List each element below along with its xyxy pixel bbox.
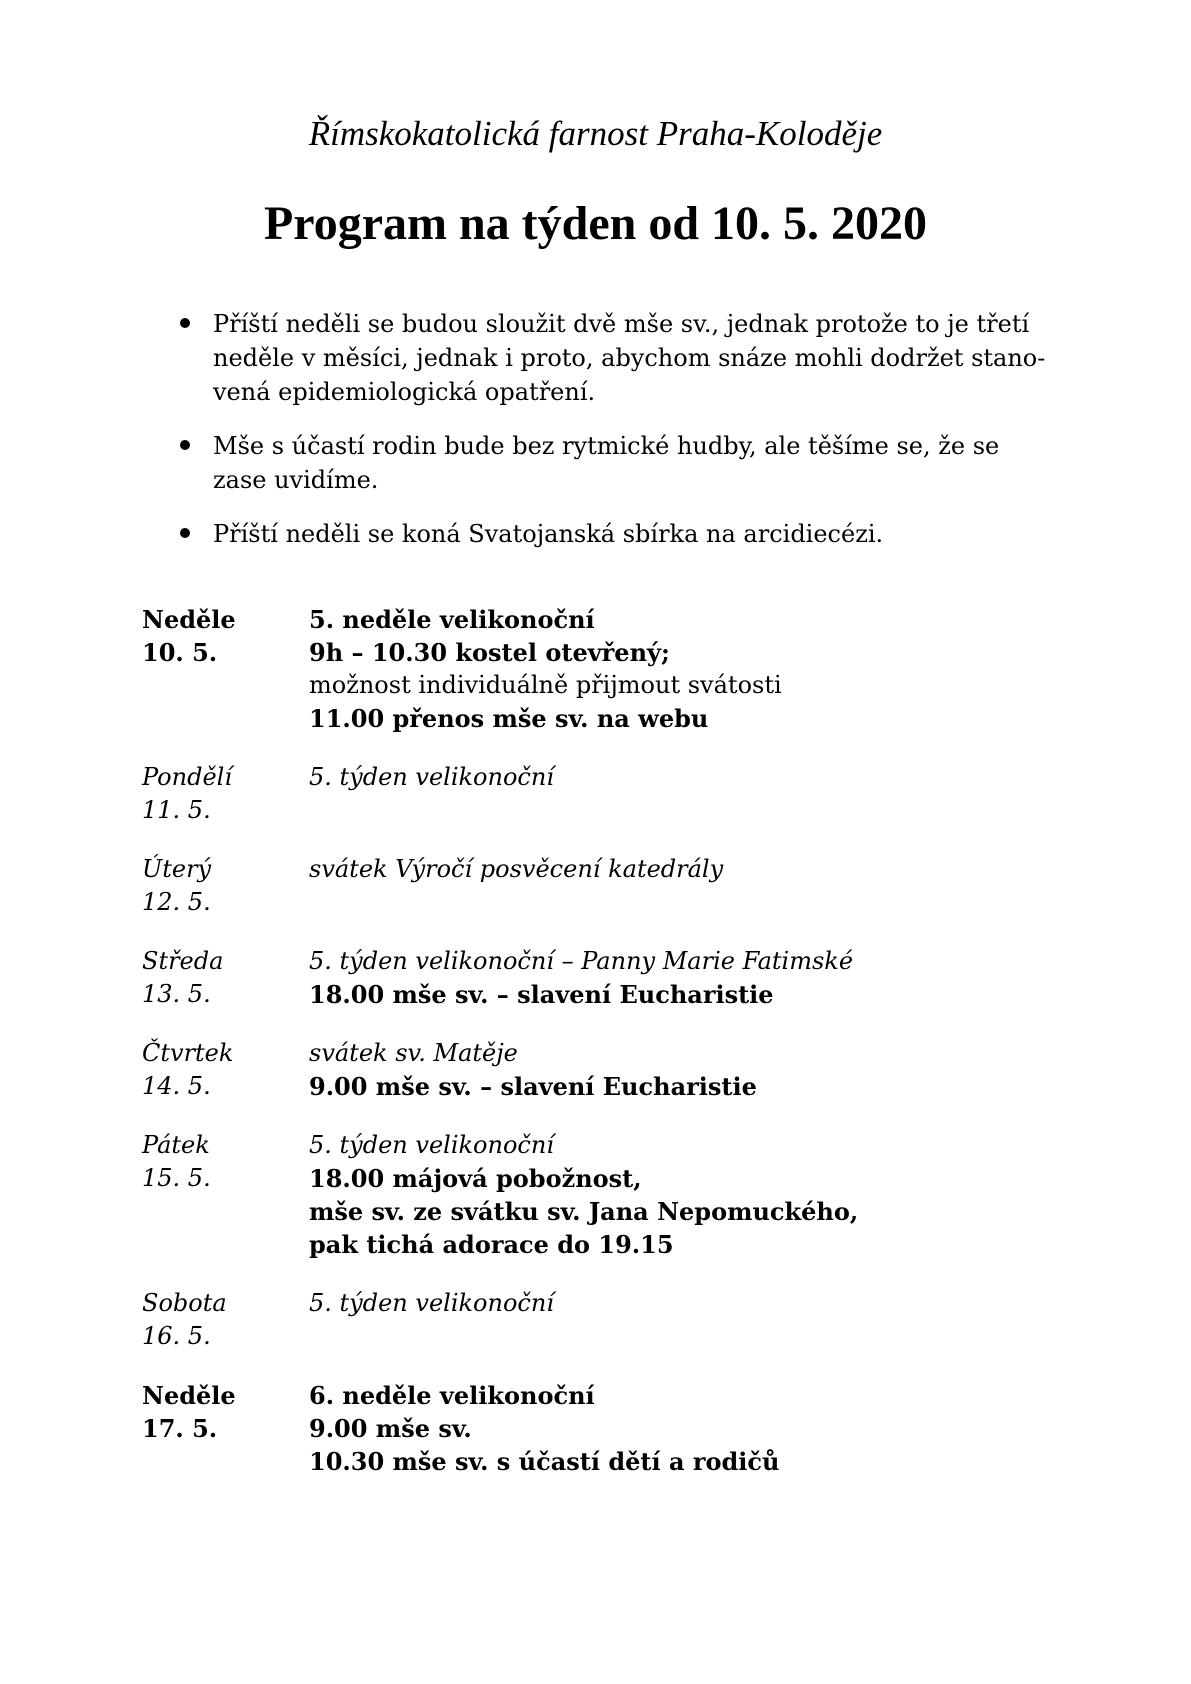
- schedule-day: [142, 1129, 1042, 1261]
- day-cell: [142, 1379, 309, 1478]
- event-line: 9h – 10.30 kostel otevřený;: [309, 638, 670, 667]
- day-name: Neděle: [142, 1381, 236, 1410]
- event-line: 9.00 mše sv. – slavení Eucharistie: [309, 1072, 757, 1101]
- events-cell: [309, 603, 1042, 735]
- notice-item: [178, 429, 1078, 497]
- day-date: 12. 5.: [142, 888, 211, 916]
- notice-line: zase uvidíme.: [213, 466, 379, 494]
- event-line: možnost individuálně přijmout svátosti: [309, 671, 782, 699]
- notices-list: [178, 307, 1078, 571]
- schedule-day: [142, 853, 1042, 919]
- day-date: 10. 5.: [142, 638, 218, 667]
- event-line: 5. týden velikonoční: [309, 763, 554, 791]
- day-date: 14. 5.: [142, 1072, 211, 1100]
- day-cell: [142, 945, 309, 1011]
- day-date: 17. 5.: [142, 1414, 218, 1443]
- event-line: 5. týden velikonoční: [309, 1289, 554, 1317]
- day-cell: [142, 603, 309, 735]
- day-name: Neděle: [142, 605, 236, 634]
- events-cell: [309, 1379, 1042, 1478]
- event-line: 5. neděle velikonoční: [309, 605, 595, 634]
- day-name: Pondělí: [142, 763, 232, 791]
- page-title: Program na týden od 10. 5. 2020: [263, 197, 928, 250]
- notice-item: [178, 307, 1078, 409]
- day-date: 16. 5.: [142, 1322, 211, 1350]
- events-cell: [309, 1037, 1042, 1103]
- events-cell: [309, 945, 1042, 1011]
- events-cell: [309, 1129, 1042, 1261]
- notice-line: Příští neděli se koná Svatojanská sbírka na arcidiecézi.: [213, 520, 884, 548]
- parish-name: Římskokatolická farnost Praha-Koloděje: [308, 114, 883, 153]
- event-line: 5. týden velikonoční: [309, 1131, 554, 1159]
- event-line: pak tichá adorace do 19.15: [309, 1230, 674, 1259]
- notice-line: Mše s účastí rodin bude bez rytmické hudby, ale těšíme se, že se: [213, 432, 1000, 460]
- bullet-icon: [180, 318, 190, 328]
- schedule-day: [142, 945, 1042, 1011]
- events-cell: [309, 853, 1042, 919]
- day-cell: [142, 1287, 309, 1353]
- event-line: svátek Výročí posvěcení katedrály: [309, 855, 724, 883]
- event-line: svátek sv. Matěje: [309, 1039, 518, 1067]
- events-cell: [309, 761, 1042, 827]
- weekly-schedule: [142, 603, 1042, 1504]
- bullet-icon: [180, 440, 190, 450]
- day-name: Pátek: [142, 1131, 210, 1159]
- event-line: 10.30 mše sv. s účastí dětí a rodičů: [309, 1447, 780, 1476]
- event-line: 18.00 mše sv. – slavení Eucharistie: [309, 980, 774, 1009]
- schedule-day: [142, 761, 1042, 827]
- event-line: 11.00 přenos mše sv. na webu: [309, 704, 709, 733]
- notice-line: Příští neděli se budou sloužit dvě mše sv., jednak protože to je třetí: [213, 310, 1030, 338]
- day-name: Středa: [142, 947, 224, 975]
- event-line: 5. týden velikonoční – Panny Marie Fatimské: [309, 947, 854, 975]
- day-name: Sobota: [142, 1289, 227, 1317]
- day-cell: [142, 1037, 309, 1103]
- day-cell: [142, 1129, 309, 1261]
- notice-item: [178, 517, 1078, 551]
- day-cell: [142, 853, 309, 919]
- event-line: 6. neděle velikonoční: [309, 1381, 595, 1410]
- day-name: Čtvrtek: [142, 1039, 234, 1067]
- day-cell: [142, 761, 309, 827]
- day-date: 13. 5.: [142, 980, 211, 1008]
- day-date: 15. 5.: [142, 1164, 211, 1192]
- schedule-day: [142, 603, 1042, 735]
- event-line: 9.00 mše sv.: [309, 1414, 472, 1443]
- schedule-day: [142, 1287, 1042, 1353]
- notice-line: neděle v měsíci, jednak i proto, abychom snáze mohli dodržet stano-: [213, 344, 1046, 372]
- schedule-day: [142, 1379, 1042, 1478]
- notice-line: vená epidemiologická opatření.: [213, 378, 596, 406]
- event-line: 18.00 májová pobožnost,: [309, 1164, 642, 1193]
- events-cell: [309, 1287, 1042, 1353]
- day-name: Úterý: [142, 855, 212, 883]
- day-date: 11. 5.: [142, 796, 211, 824]
- schedule-day: [142, 1037, 1042, 1103]
- event-line: mše sv. ze svátku sv. Jana Nepomuckého,: [309, 1197, 859, 1226]
- bullet-icon: [180, 528, 190, 538]
